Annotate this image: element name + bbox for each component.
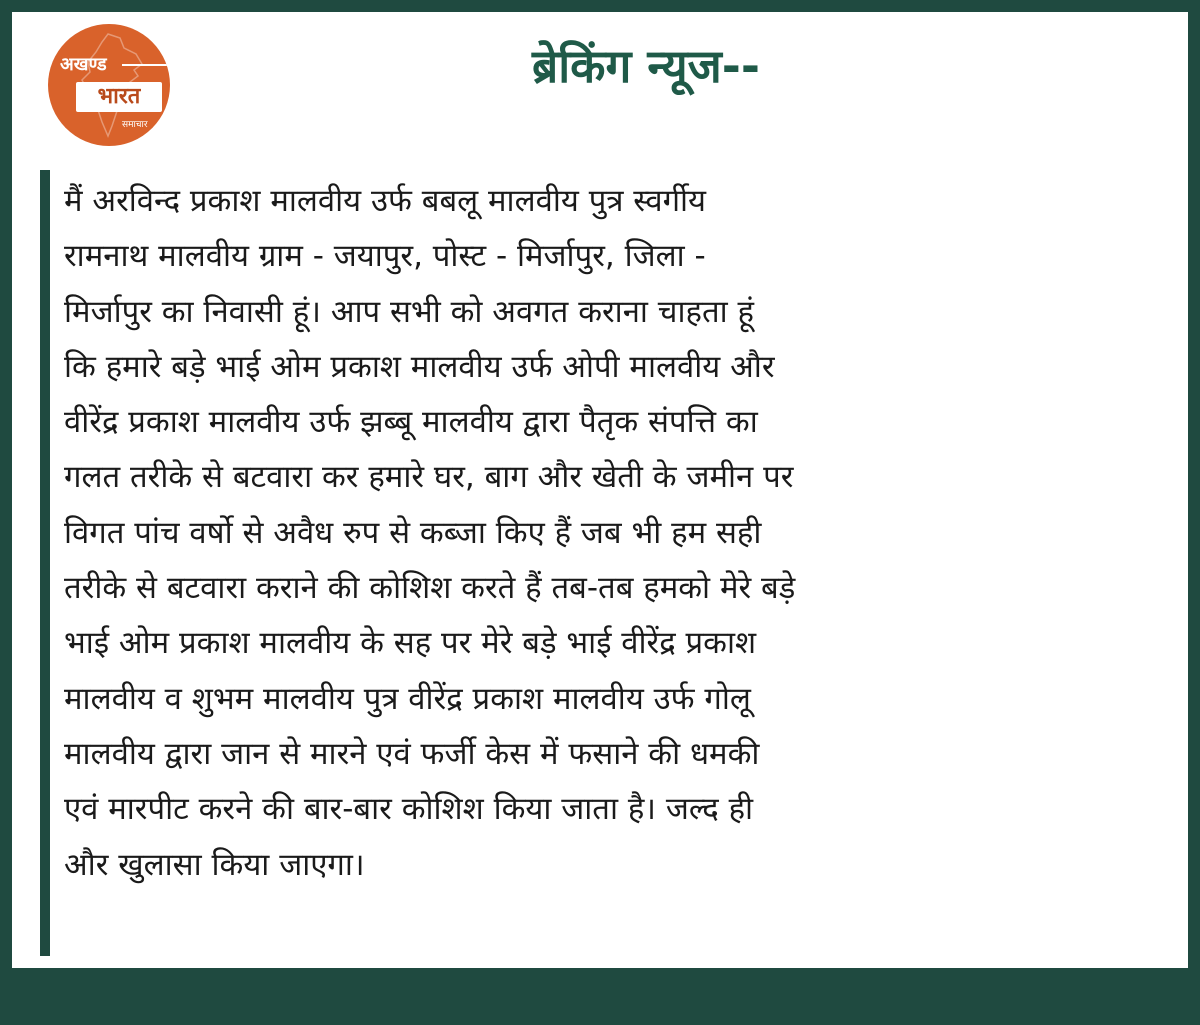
- logo-divider: [122, 64, 168, 66]
- article-line: रामनाथ मालवीय ग्राम - जयापुर, पोस्ट - मिर्जापुर, जिला -: [64, 238, 706, 275]
- article-body: [64, 174, 1174, 893]
- article-line: वीरेंद्र प्रकाश मालवीय उर्फ झब्बू मालवीय द्वारा पैतृक संपत्ति का: [64, 404, 758, 441]
- logo-sub-text: समाचार: [122, 120, 148, 130]
- akhand-bharat-logo: [48, 24, 170, 146]
- headline: ब्रेकिंग न्यूज--: [532, 39, 760, 93]
- article-line: विगत पांच वर्षो से अवैध रुप से कब्जा किए हैं जब भी हम सही: [64, 514, 762, 551]
- article-line: और खुलासा किया जाएगा।: [64, 846, 365, 883]
- article-line: मालवीय द्वारा जान से मारने एवं फर्जी केस में फसाने की धमकी: [64, 735, 760, 772]
- article-line: भाई ओम प्रकाश मालवीय के सह पर मेरे बड़े भाई वीरेंद्र प्रकाश: [64, 625, 757, 662]
- logo-top-text: अखण्ड: [60, 54, 107, 75]
- footer-band: [0, 968, 1200, 1025]
- article-line: मैं अरविन्द प्रकाश मालवीय उर्फ बबलू मालवीय पुत्र स्वर्गीय: [64, 183, 707, 219]
- quote-rule: [40, 170, 50, 956]
- article-line: मालवीय व शुभम मालवीय पुत्र वीरेंद्र प्रकाश मालवीय उर्फ गोलू: [64, 680, 751, 717]
- article-line: मिर्जापुर का निवासी हूं। आप सभी को अवगत कराना चाहता हूं: [64, 293, 754, 330]
- logo-main-text: भारत: [97, 84, 141, 109]
- article-line: गलत तरीके से बटवारा कर हमारे घर, बाग और खेती के जमीन पर: [64, 459, 794, 496]
- article-line: कि हमारे बड़े भाई ओम प्रकाश मालवीय उर्फ ओपी मालवीय और: [64, 348, 775, 385]
- article-line: तरीके से बटवारा कराने की कोशिश करते हैं तब-तब हमको मेरे बड़े: [64, 570, 796, 607]
- article-line: एवं मारपीट करने की बार-बार कोशिश किया जाता है। जल्द ही: [64, 791, 754, 828]
- news-card: [12, 12, 1188, 968]
